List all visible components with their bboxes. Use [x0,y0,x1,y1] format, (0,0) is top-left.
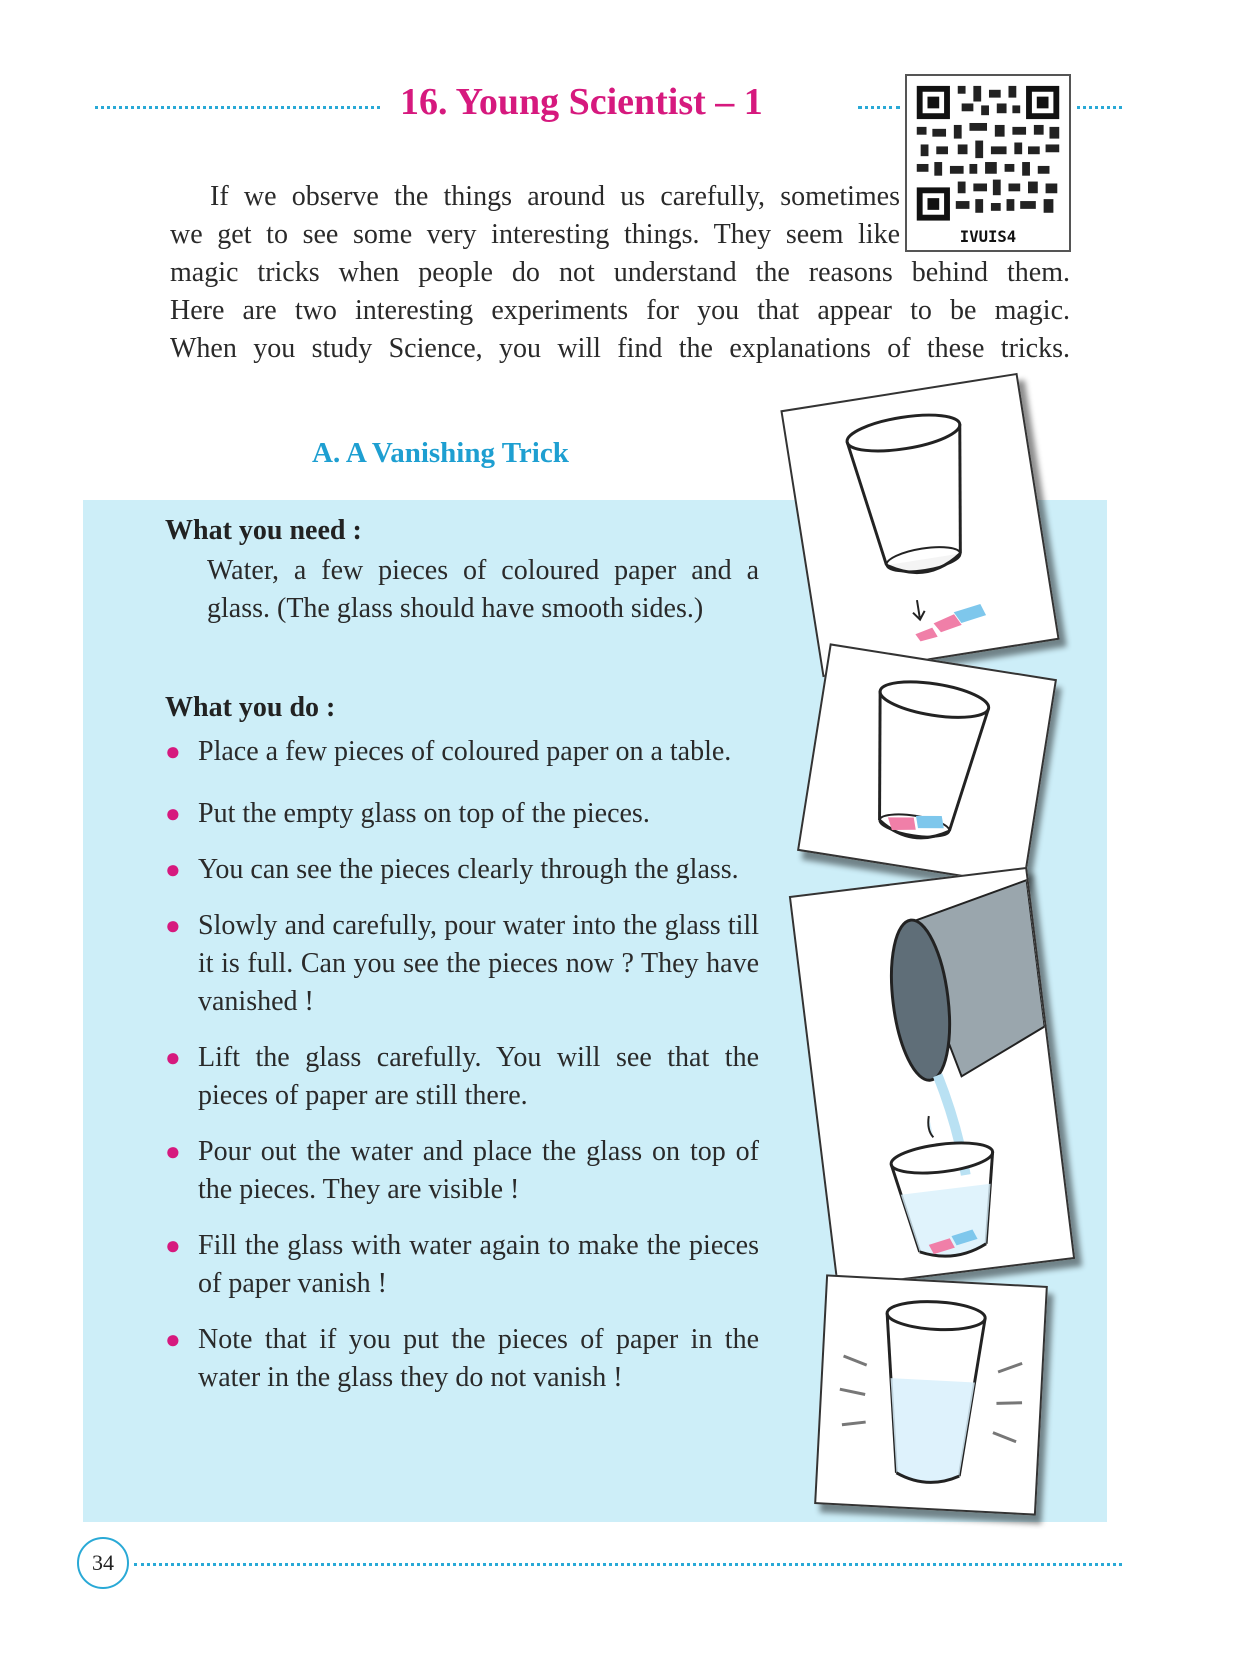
intro-line-1: If we observe the things around us carefully, sometimes [210,181,900,212]
title-dots-middle [858,106,900,109]
bullet-icon: ● [165,799,181,828]
list-item: ● Note that if you put the pieces of paper in the water in the glass they do not vanish ! [165,1321,759,1397]
bullet-icon: ● [165,911,181,940]
bullet-icon: ● [165,1137,181,1166]
page-title: 16. Young Scientist – 1 [400,81,763,123]
intro-line-4: Here are two interesting experiments for you that appear to be magic. [170,295,1070,326]
intro-line-2: we get to see some very interesting things. They seem like [170,219,900,250]
bullet-icon: ● [165,1325,181,1354]
list-item: ● You can see the pieces clearly through the glass. [165,851,759,889]
page-number: 34 [77,1537,129,1589]
list-item: ● Pour out the water and place the glass on top of the pieces. They are visible ! [165,1133,759,1209]
steps-list [165,733,759,1397]
list-item: ● Put the empty glass on top of the pieces. [165,795,759,833]
bullet-icon: ● [165,737,181,766]
illustration-pouring-water [789,867,1075,1288]
bullet-icon: ● [165,1231,181,1260]
intro-paragraph [170,178,1070,368]
do-heading: What you do : [165,692,336,723]
need-heading: What you need : [165,515,362,546]
bullet-icon: ● [165,855,181,884]
title-dots-left [95,106,380,109]
need-text: Water, a few pieces of coloured paper and a glass. (The glass should have smooth sides.) [207,555,759,624]
list-item: ● Fill the glass with water again to make the pieces of paper vanish ! [165,1227,759,1303]
illustration-glass-on-paper [797,643,1057,886]
footer-dots [134,1563,1122,1566]
list-item: ● Lift the glass carefully. You will see that the pieces of paper are still there. [165,1039,759,1115]
illustration-empty-glass-above-paper [780,373,1059,677]
intro-line-3: magic tricks when people do not understand the reasons behind them. [170,257,1070,288]
title-dots-right [1077,106,1122,109]
qr-code-label: IVUIS4 [959,228,1017,247]
illustration-full-glass [814,1274,1048,1515]
section-heading: A. A Vanishing Trick [312,437,569,469]
list-item: ● Place a few pieces of coloured paper on a table. [165,733,759,771]
bullet-icon: ● [165,1043,181,1072]
intro-line-5: When you study Science, you will find the explanations of these tricks. [170,333,1070,364]
list-item: ● Slowly and carefully, pour water into the glass till it is full. Can you see the pieces now ? They have vanished ! [165,907,759,1021]
